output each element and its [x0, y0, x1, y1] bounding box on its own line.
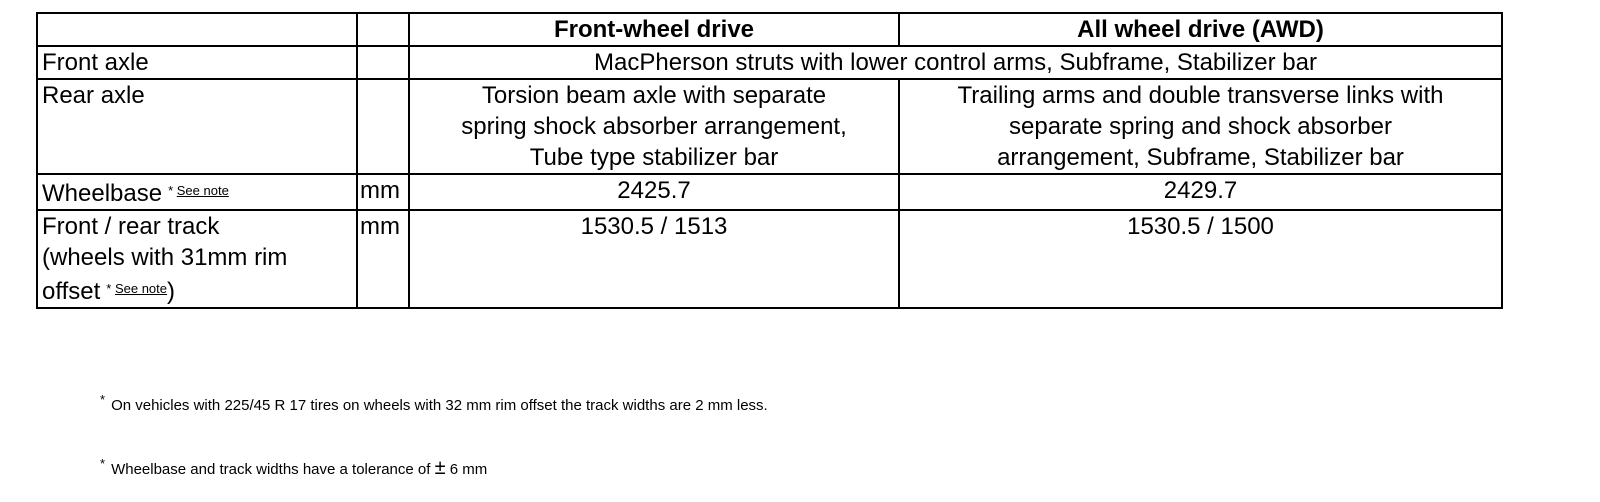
note-star: * [168, 183, 174, 198]
row-label-wheelbase [37, 174, 357, 210]
value-line: Torsion beam axle with separate [481, 82, 827, 109]
header-empty-label [37, 13, 357, 46]
plus-minus-symbol: ± [434, 457, 446, 479]
footnote-mark: * [100, 392, 106, 407]
label-close-paren: ) [167, 278, 175, 305]
value-line: spring shock absorber arrangement, [461, 113, 847, 140]
footnote-mark: * [100, 456, 106, 471]
value-wheelbase-fwd: 2425.7 [409, 174, 899, 210]
value-line: arrangement, Subframe, Stabilizer bar [997, 144, 1404, 171]
see-note-link[interactable]: See note [176, 183, 229, 198]
row-track [37, 210, 1502, 308]
footnote-1 [100, 392, 768, 414]
unit-track: mm [357, 210, 409, 308]
label-line: Front / rear track [42, 213, 220, 240]
label-text: offset [42, 278, 101, 305]
label-text: Wheelbase [42, 180, 163, 207]
footnote-2 [100, 456, 487, 480]
row-label-front-axle: Front axle [37, 46, 357, 79]
value-line: separate spring and shock absorber [1009, 113, 1392, 140]
header-front-wheel-drive: Front-wheel drive [409, 13, 899, 46]
note-reference [106, 281, 167, 296]
value-rear-axle-awd [899, 79, 1502, 174]
value-track-awd: 1530.5 / 1500 [899, 210, 1502, 308]
unit-wheelbase: mm [357, 174, 409, 210]
value-wheelbase-awd: 2429.7 [899, 174, 1502, 210]
row-label-track [37, 210, 357, 308]
unit-rear-axle [357, 79, 409, 174]
unit-front-axle [357, 46, 409, 79]
header-empty-unit [357, 13, 409, 46]
value-line: Tube type stabilizer bar [529, 144, 779, 171]
value-front-axle: MacPherson struts with lower control arms, Subframe, Stabilizer bar [409, 46, 1502, 79]
note-reference [168, 183, 229, 198]
row-rear-axle [37, 79, 1502, 174]
value-line: Trailing arms and double transverse links with [957, 82, 1444, 109]
footnote-text: Wheelbase and track widths have a tolerance of [111, 461, 431, 478]
see-note-link[interactable]: See note [114, 281, 167, 296]
note-star: * [106, 281, 112, 296]
value-track-fwd: 1530.5 / 1513 [409, 210, 899, 308]
label-line-with-note [42, 273, 352, 307]
header-all-wheel-drive: All wheel drive (AWD) [899, 13, 1502, 46]
row-wheelbase [37, 174, 1502, 210]
row-label-rear-axle: Rear axle [37, 79, 357, 174]
specification-table [36, 12, 1503, 309]
footnote-tolerance-value: 6 mm [449, 461, 488, 478]
value-rear-axle-fwd [409, 79, 899, 174]
label-line: (wheels with 31mm rim [42, 244, 288, 271]
table-header-row [37, 13, 1502, 46]
row-front-axle [37, 46, 1502, 79]
footnote-text: On vehicles with 225/45 R 17 tires on wheels with 32 mm rim offset the track widths are 2 mm less. [111, 397, 768, 414]
